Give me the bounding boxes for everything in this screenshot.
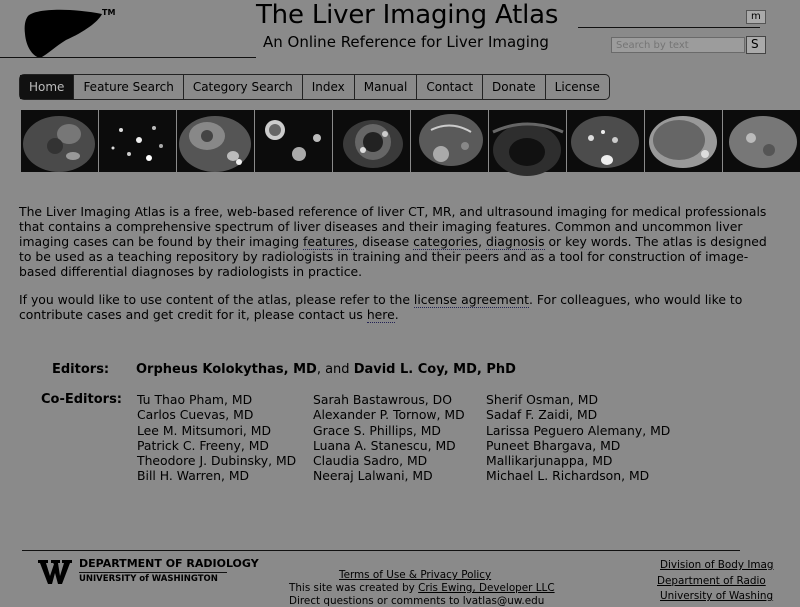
footer-rule (22, 550, 740, 551)
tab-donate[interactable]: Donate (483, 75, 546, 99)
ct-thumbnail[interactable] (177, 110, 254, 172)
tab-category-search[interactable]: Category Search (184, 75, 303, 99)
header-rule-left (0, 57, 256, 58)
editors-label: Editors: (52, 362, 110, 377)
trademark: TM (102, 8, 116, 17)
co-editor-name: Sherif Osman, MD (486, 392, 599, 407)
language-button[interactable]: m (746, 10, 766, 24)
co-editor-name: Sadaf F. Zaidi, MD (486, 407, 598, 423)
co-editor-name: Lee M. Mitsumori, MD (137, 422, 272, 438)
tab-feature-search[interactable]: Feature Search (74, 75, 183, 99)
ct-thumbnail[interactable] (645, 110, 722, 172)
body-imaging-link[interactable]: Division of Body Imag (660, 559, 774, 571)
co-editor-name: Theodore J. Dubinsky, MD (137, 453, 297, 469)
header-rule-right (578, 27, 760, 28)
license-agreement-link[interactable]: license agreement (413, 292, 530, 307)
diagnosis-link[interactable]: diagnosis (485, 234, 545, 249)
co-editor-name: Grace S. Phillips, MD (313, 422, 441, 438)
credits-text: This site was created by Cris Ewing, Developer LLC (289, 582, 555, 594)
tab-license[interactable]: License (554, 80, 600, 94)
ct-thumbnail[interactable] (567, 110, 644, 172)
co-editor-name: Bill H. Warren, MD (137, 468, 250, 484)
tab-index[interactable]: Index (303, 75, 355, 99)
co-editor-name: Alexander P. Tornow, MD (313, 407, 465, 423)
contact-text: Direct questions or comments to lvatlas@uw.edu (289, 595, 545, 607)
co-editor-name: Patrick C. Freeny, MD (137, 437, 269, 453)
co-editor-name: Neeraj Lalwani, MD (313, 468, 433, 484)
liver-logo (22, 6, 104, 60)
editor-name: David L. Coy, MD, PhD (353, 362, 516, 377)
university-link[interactable]: University of Washing (660, 590, 774, 602)
main-nav (19, 74, 610, 100)
ct-thumbnail[interactable] (411, 110, 488, 172)
co-editor-name: Mallikarjunappa, MD (486, 453, 613, 469)
department-rule (79, 572, 227, 573)
mr-thumbnail[interactable] (99, 110, 176, 172)
co-editor-name: Claudia Sadro, MD (313, 453, 428, 469)
developer-link[interactable]: Cris Ewing, Developer LLC (418, 582, 555, 594)
intro-paragraph: The Liver Imaging Atlas is a free, web-based reference of liver CT, MR, and ultrasound imaging for medical professionals that contains a comprehensive spectrum of liver diseases and their imaging features. Common and uncommon liver imaging cases can be found by their imaging features, disease categories, diagnosis or key words. The atlas is designed to be used as a teaching repository by radiologists in training and their peers and as a tool for construction of image-based differential diagnoses by radiologists in practice. (19, 204, 767, 279)
features-link[interactable]: features (303, 234, 355, 249)
co-editor-name: Sarah Bastawrous, DO (313, 392, 452, 407)
tab-contact[interactable]: Contact (417, 75, 483, 99)
site-subtitle: An Online Reference for Liver Imaging (263, 33, 549, 51)
co-editor-name: Larissa Peguero Alemany, MD (486, 422, 671, 438)
editor-name: Orpheus Kolokythas, MD (136, 362, 317, 377)
radiology-dept-link[interactable]: Department of Radio (657, 575, 766, 587)
co-editor-name: Carlos Cuevas, MD (137, 407, 254, 423)
search-input[interactable] (611, 37, 745, 53)
ultrasound-thumbnail[interactable] (489, 110, 566, 172)
image-strip (21, 110, 800, 172)
site-title: The Liver Imaging Atlas (256, 0, 559, 30)
terms-link[interactable]: Terms of Use & Privacy Policy (339, 569, 492, 581)
co-editors-column (313, 392, 465, 484)
co-editors-label: Co-Editors: (41, 392, 123, 407)
co-editor-name: Puneet Bhargava, MD (486, 437, 621, 453)
co-editor-name: Michael L. Richardson, MD (486, 468, 650, 484)
contribute-paragraph: If you would like to use content of the atlas, please refer to the license agreement. For colleagues, who would like to contribute cases and get credit for it, please contact us here. (19, 292, 743, 322)
ct-thumbnail[interactable] (21, 110, 98, 172)
editors-list: Orpheus Kolokythas, MD, and David L. Coy, MD, PhD (136, 362, 516, 377)
department-name[interactable]: DEPARTMENT OF RADIOLOGY (79, 557, 259, 570)
tab-manual[interactable]: Manual (355, 75, 418, 99)
tab-home[interactable]: Home (20, 75, 74, 99)
contact-here-link[interactable]: here (366, 307, 395, 322)
categories-link[interactable]: categories (413, 234, 479, 249)
co-editors-column (137, 392, 296, 484)
ct-thumbnail[interactable] (723, 110, 800, 172)
uw-w-logo[interactable] (38, 558, 72, 584)
university-name: UNIVERSITY of WASHINGTON (79, 574, 218, 584)
co-editors-column (486, 392, 670, 484)
co-editor-name: Tu Thao Pham, MD (137, 392, 253, 407)
ultrasound-thumbnail[interactable] (255, 110, 332, 172)
search-button[interactable]: S (746, 36, 766, 54)
mr-thumbnail[interactable] (333, 110, 410, 172)
co-editor-name: Luana A. Stanescu, MD (313, 437, 456, 453)
